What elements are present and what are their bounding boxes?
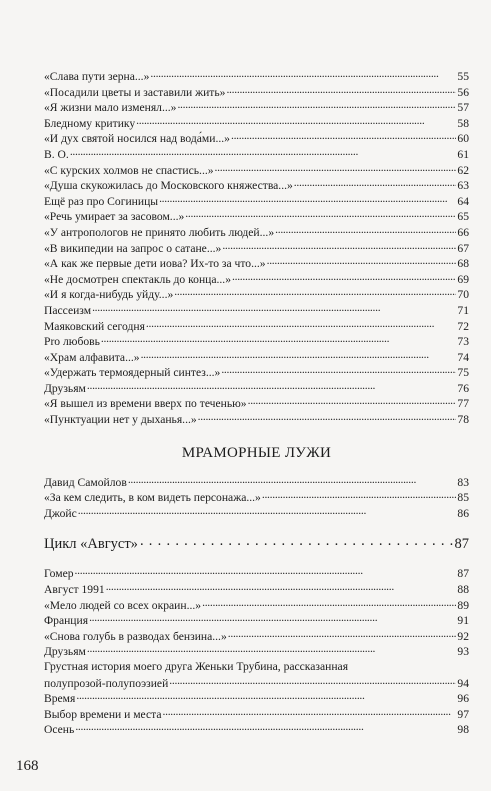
dot-leader: [106, 581, 457, 593]
entry-title: Франция: [44, 614, 89, 628]
toc-entry: [44, 721, 469, 737]
dot-leader: [222, 240, 456, 252]
dot-leader: [136, 115, 456, 127]
toc-group-2: [44, 474, 469, 521]
entry-page: 75: [457, 366, 469, 380]
entry-page: 56: [457, 85, 469, 99]
entry-page: 72: [457, 319, 469, 333]
dot-leader: [221, 364, 456, 376]
dot-leader: [163, 706, 457, 718]
dot-leader: [294, 177, 457, 189]
dot-leader: [228, 628, 457, 640]
entry-title: Пассеизм: [44, 303, 92, 317]
cycle-heading: [44, 534, 469, 554]
entry-page: 57: [457, 101, 469, 115]
entry-page: 62: [457, 163, 469, 177]
dot-leader: [185, 208, 456, 220]
entry-page: 78: [457, 413, 469, 427]
dot-leader: [248, 395, 457, 407]
dot-leader: [198, 411, 457, 423]
toc-entry: [44, 597, 469, 613]
toc-entry: [44, 177, 469, 193]
dot-leader: [232, 271, 456, 283]
dot-leader: [159, 193, 456, 205]
entry-page: 89: [457, 598, 469, 612]
toc-entry: [44, 565, 469, 581]
toc-entry: [44, 68, 469, 84]
entry-title: «А как же первые дети иова? Их-то за что...»: [44, 257, 266, 271]
entry-page: 67: [457, 241, 469, 255]
entry-page: 97: [457, 707, 469, 721]
entry-title: «Душа скукожилась до Московского княжества...»: [44, 179, 293, 193]
entry-page: 58: [457, 116, 469, 130]
entry-page: 96: [457, 692, 469, 706]
entry-page: 88: [457, 583, 469, 597]
dot-leader: [87, 643, 457, 655]
toc-entry: [44, 130, 469, 146]
toc-entry: [44, 162, 469, 178]
entry-page: 71: [457, 303, 469, 317]
entry-page: 94: [457, 676, 469, 690]
dot-leader: [146, 318, 456, 330]
entry-title-line2-row: [44, 675, 469, 691]
entry-page: 77: [457, 397, 469, 411]
entry-title: Друзьям: [44, 381, 86, 395]
entry-page: 73: [457, 335, 469, 349]
entry-title: «Мело людей со всех окраин...»: [44, 598, 202, 612]
entry-title: Давид Самойлов: [44, 475, 127, 489]
toc-entry: [44, 349, 469, 365]
entry-title: «С курских холмов не спастись...»: [44, 163, 214, 177]
toc-entry: [44, 84, 469, 100]
section-title: МРАМОРНЫЕ ЛУЖИ: [181, 444, 332, 461]
entry-page: 61: [457, 147, 469, 161]
dot-leader: [87, 380, 457, 392]
page-number: 168: [16, 758, 39, 774]
table-of-contents: [44, 68, 469, 737]
entry-title-line2: полупрозой-полупоэзией: [44, 676, 169, 690]
dot-leader: [231, 130, 456, 142]
entry-title: Бледному критику: [44, 116, 136, 130]
dot-leader: [75, 721, 456, 733]
dot-leader: [128, 474, 457, 486]
dot-leader: [267, 255, 457, 267]
dot-leader: [89, 612, 456, 624]
toc-entry: [44, 628, 469, 644]
dot-leader: [101, 333, 456, 345]
dot-leader: [92, 302, 456, 314]
entry-title: «Пунктуации нет у дыханья...»: [44, 413, 197, 427]
dot-leader: [174, 286, 456, 298]
toc-entry: [44, 208, 469, 224]
entry-title: «И я когда-нибудь уйду...»: [44, 288, 174, 302]
dot-leader: [140, 534, 453, 548]
entry-page: 69: [457, 272, 469, 286]
entry-title: Pro любовь: [44, 335, 100, 349]
dot-leader: [169, 675, 456, 687]
entry-title: «У антропологов не принято любить людей...»: [44, 225, 275, 239]
entry-page: 63: [457, 179, 469, 193]
entry-title: «Храм алфавита...»: [44, 350, 140, 364]
toc-entry: [44, 706, 469, 722]
toc-entry: [44, 489, 469, 505]
toc-group-1: [44, 68, 469, 427]
toc-entry: [44, 193, 469, 209]
toc-entry-multiline: [44, 659, 469, 690]
toc-group-3a: [44, 565, 469, 659]
entry-title: В. О.: [44, 147, 69, 161]
entry-page: 60: [457, 132, 469, 146]
entry-page: 91: [457, 614, 469, 628]
entry-title-line1: Грустная история моего друга Женьки Трубина, рассказанная: [44, 660, 349, 673]
entry-title: Август 1991: [44, 583, 105, 597]
dot-leader: [226, 84, 456, 96]
toc-group-3b: [44, 690, 469, 737]
entry-page: 87: [457, 567, 469, 581]
toc-entry: [44, 271, 469, 287]
toc-entry: [44, 505, 469, 521]
toc-entry: [44, 364, 469, 380]
entry-title: «Слава пути зерна...»: [44, 70, 150, 83]
entry-page: 55: [457, 70, 469, 83]
dot-leader: [141, 349, 457, 361]
toc-entry: [44, 255, 469, 271]
cycle-page: 87: [454, 536, 469, 553]
toc-entry: [44, 302, 469, 318]
dot-leader: [76, 690, 456, 702]
entry-title: «И дух святой носился над вода́ми...»: [44, 132, 230, 146]
entry-title: «Я жизни мало изменял...»: [44, 101, 177, 115]
toc-entry: [44, 286, 469, 302]
entry-title: «Посадили цветы и заставили жить»: [44, 85, 226, 99]
toc-entry: [44, 224, 469, 240]
dot-leader: [202, 597, 456, 609]
toc-entry: [44, 643, 469, 659]
dot-leader: [75, 565, 457, 577]
toc-entry: [44, 690, 469, 706]
entry-title: «Удержать термоядерный синтез...»: [44, 366, 221, 380]
toc-entry: [44, 411, 469, 427]
entry-page: 98: [457, 723, 469, 737]
entry-page: 83: [457, 475, 469, 489]
toc-entry: [44, 333, 469, 349]
dot-leader: [70, 146, 457, 158]
entry-title: Друзьям: [44, 645, 86, 659]
entry-title: «За кем следить, в ком видеть персонажа...»: [44, 491, 261, 505]
entry-title: «В википедии на запрос о сатане...»: [44, 241, 222, 255]
entry-title: Время: [44, 692, 76, 706]
entry-page: 65: [457, 210, 469, 224]
toc-entry: [44, 99, 469, 115]
toc-entry: [44, 318, 469, 334]
toc-entry: [44, 612, 469, 628]
toc-entry: [44, 240, 469, 256]
dot-leader: [262, 489, 457, 501]
entry-page: 76: [457, 381, 469, 395]
entry-title: Осень: [44, 723, 75, 737]
toc-entry: [44, 380, 469, 396]
entry-title: Джойс: [44, 506, 77, 520]
entry-page: 70: [457, 288, 469, 302]
toc-entry: [44, 115, 469, 131]
entry-page: 68: [457, 257, 469, 271]
entry-title: «Снова голубь в разводах бензина...»: [44, 629, 227, 643]
cycle-title: Цикл «Август»: [44, 536, 138, 553]
dot-leader: [215, 162, 457, 174]
entry-page: 66: [457, 225, 469, 239]
dot-leader: [275, 224, 456, 236]
entry-title: «Не досмотрен спектакль до конца...»: [44, 272, 231, 286]
entry-title: Ещё раз про Согиницы: [44, 194, 159, 208]
entry-title: Маяковский сегодня: [44, 319, 145, 333]
entry-title: Гомер: [44, 567, 74, 581]
entry-title: «Речь умирает за засовом...»: [44, 210, 185, 224]
entry-page: 74: [457, 350, 469, 364]
entry-page: 92: [457, 629, 469, 643]
entry-title: Выбор времени и места: [44, 707, 162, 721]
toc-entry: [44, 581, 469, 597]
dot-leader: [78, 505, 457, 517]
entry-page: 64: [457, 194, 469, 208]
toc-entry: [44, 395, 469, 411]
entry-page: 93: [457, 645, 469, 659]
toc-entry: [44, 474, 469, 490]
entry-page: 86: [457, 506, 469, 520]
entry-page: 85: [457, 491, 469, 505]
dot-leader: [150, 68, 456, 80]
dot-leader: [177, 99, 456, 111]
entry-title: «Я вышел из времени вверх по теченью»: [44, 397, 247, 411]
toc-entry: [44, 146, 469, 162]
